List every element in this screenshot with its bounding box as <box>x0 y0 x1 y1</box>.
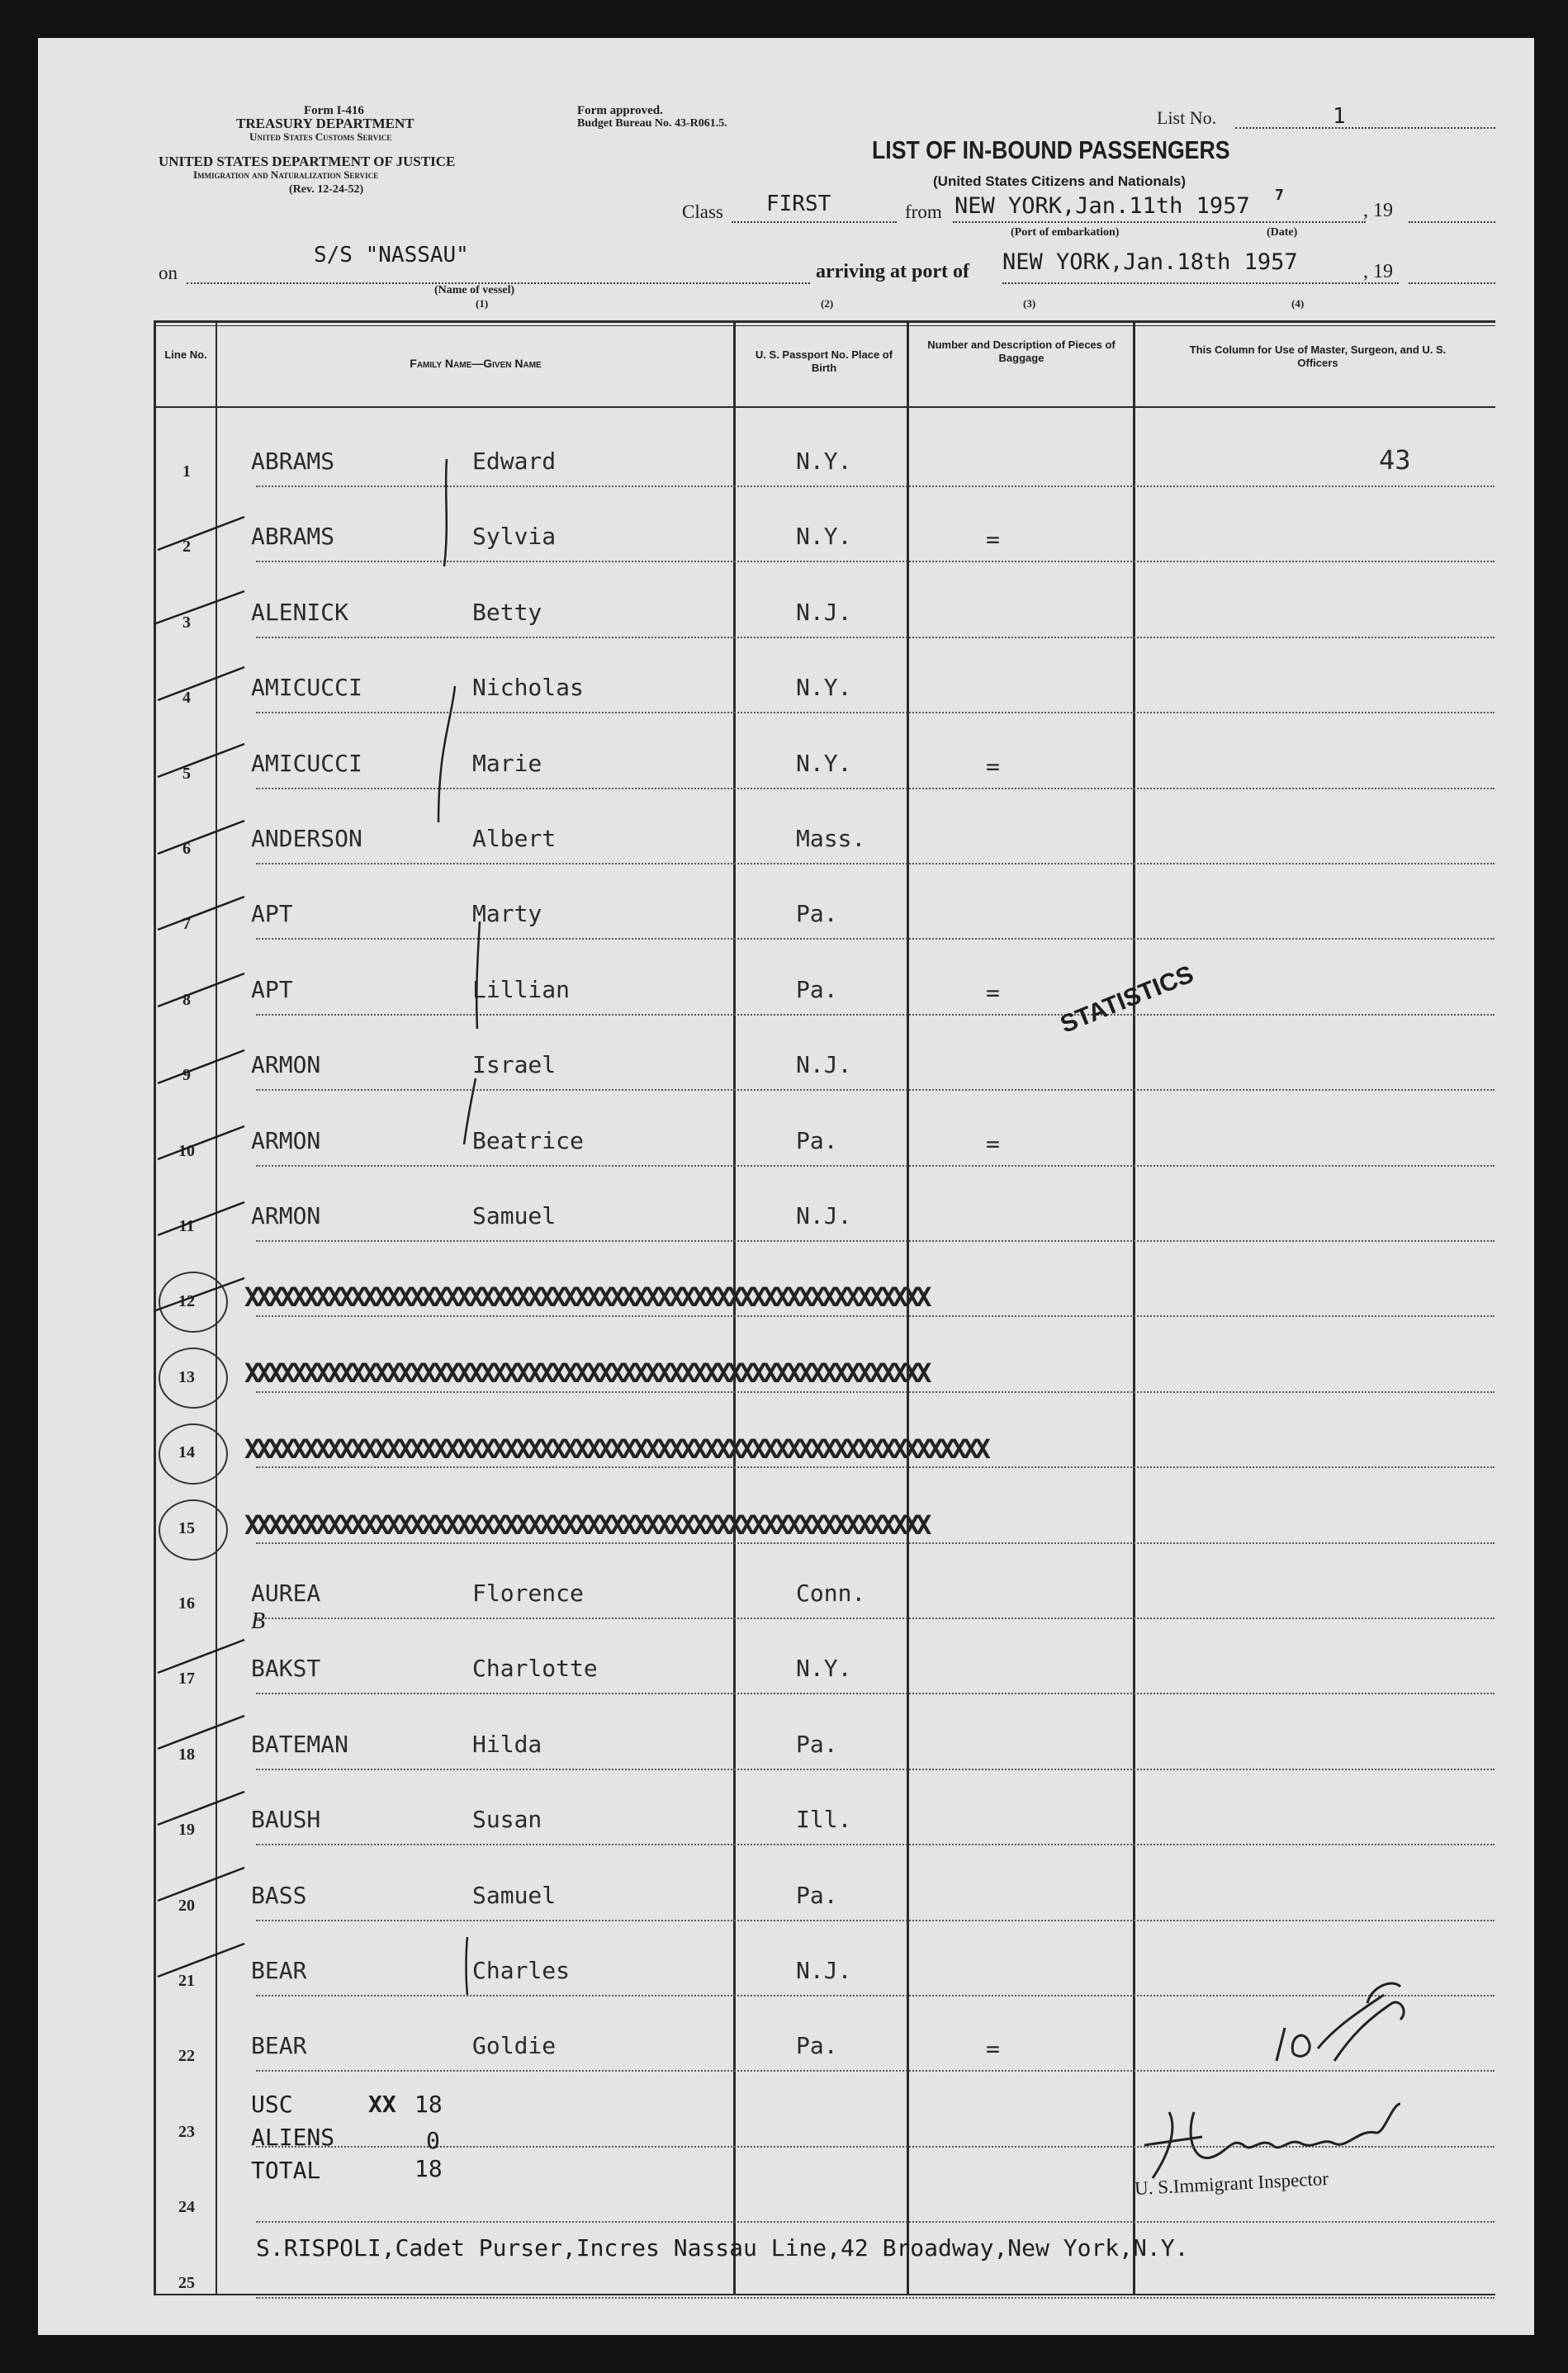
given-name: Samuel <box>472 1881 557 1909</box>
usc-struck: XX <box>368 2091 396 2118</box>
given-name: Sylvia <box>472 523 557 551</box>
family-name: ARMON <box>251 1202 321 1229</box>
col-header-officers: This Column for Use of Master, Surgeon, and U. S. Officers <box>1189 343 1447 369</box>
form-approved: Form approved. <box>577 104 663 117</box>
line-number: 16 <box>178 1594 195 1613</box>
table-top-border <box>154 320 1495 323</box>
line-number: 22 <box>178 2047 195 2066</box>
baggage-count: = <box>986 1130 1000 1158</box>
col3-num: (3) <box>1023 297 1036 310</box>
officer-note: 43 <box>1379 444 1411 476</box>
given-name: Goldie <box>472 2032 557 2060</box>
arriving-line <box>1002 282 1399 284</box>
family-name: ARMON <box>251 1126 321 1154</box>
bakst-correction: B <box>251 1608 266 1634</box>
family-name: ANDERSON <box>251 825 362 852</box>
baggage-count: = <box>986 2035 1000 2063</box>
revision: (Rev. 12-24-52) <box>289 183 364 196</box>
line-number: 7 <box>182 915 191 934</box>
baggage-count: = <box>986 526 1000 554</box>
place-of-birth: N.J. <box>796 1957 852 1984</box>
statistics-stamp: STATISTICS <box>1056 960 1198 1039</box>
line-number: 18 <box>178 1745 195 1764</box>
baggage-count: = <box>986 978 1000 1007</box>
given-name: Charlotte <box>472 1655 598 1683</box>
aliens-value: 0 <box>426 2127 440 2154</box>
usc-label: USC <box>251 2091 293 2118</box>
col-header-passport: U. S. Passport No. Place of Birth <box>755 348 893 374</box>
line-number: 3 <box>182 613 191 632</box>
family-name: ALENICK <box>251 598 349 626</box>
given-name: Hilda <box>472 1730 542 1758</box>
class-value: FIRST <box>766 192 831 216</box>
col-header-line: Line No. <box>164 348 207 361</box>
place-of-birth: N.J. <box>796 598 852 626</box>
line-number: 13 <box>178 1367 195 1386</box>
place-of-birth: N.Y. <box>796 448 852 475</box>
table-bottom-border <box>154 2294 1495 2295</box>
date-caption: (Date) <box>1267 226 1298 239</box>
port-caption: (Port of embarkation) <box>1011 226 1120 239</box>
place-of-birth: Pa. <box>796 975 838 1003</box>
family-name: BASS <box>251 1881 307 1909</box>
given-name: Albert <box>472 825 557 852</box>
margin-pencil-marks <box>121 401 500 2020</box>
row-divider <box>256 2297 1495 2299</box>
family-name: AMICUCCI <box>251 749 362 777</box>
vessel-col-num: (1) <box>476 297 489 310</box>
family-name: APT <box>251 975 293 1003</box>
purser-signature-line: S.RISPOLI,Cadet Purser,Incres Nassau Line,42 Broadway,New York,N.Y. <box>256 2234 1189 2262</box>
given-name: Florence <box>472 1580 584 1607</box>
justice-dept: UNITED STATES DEPARTMENT OF JUSTICE <box>159 154 456 169</box>
line-number: 1 <box>182 462 191 481</box>
year-line-2 <box>1409 282 1495 284</box>
line-number: 23 <box>178 2122 195 2141</box>
baggage-col-divider <box>1133 320 1135 2295</box>
line-number: 9 <box>182 1066 191 1085</box>
vessel-value: S/S "NASSAU" <box>314 243 469 268</box>
line-number: 21 <box>178 1972 195 1990</box>
place-of-birth: Pa. <box>796 1730 838 1758</box>
budget-bureau: Budget Bureau No. 43-R061.5. <box>577 117 727 130</box>
struck-row-14: XXXXXXXXXXXXXXXXXXXXXXXXXXXXXXXXXXXXXXXXXXXXXXXXXXXXXXXXXXXXXXX <box>244 1433 987 1465</box>
given-name: Beatrice <box>472 1126 584 1154</box>
family-name: ABRAMS <box>251 523 335 551</box>
arriving-label: arriving at port of <box>816 261 969 282</box>
inspector-label: U. S.Immigrant Inspector <box>1134 2167 1329 2200</box>
vessel-caption: (Name of vessel) <box>434 284 515 296</box>
from-line <box>953 221 1366 223</box>
document-subtitle: (United States Citizens and Nationals) <box>933 173 1187 189</box>
arriving-value: NEW YORK,Jan.18th 1957 <box>1002 249 1298 275</box>
total-value: 18 <box>415 2155 443 2182</box>
given-name: Charles <box>472 1957 571 1984</box>
class-line <box>732 221 897 223</box>
initials-mark <box>1268 1970 1450 2077</box>
row-divider <box>256 2221 1495 2223</box>
place-of-birth: N.J. <box>796 1051 852 1079</box>
place-of-birth: Conn. <box>796 1580 866 1607</box>
manifest-page <box>38 38 1534 2335</box>
class-label: Class <box>682 201 723 222</box>
line-number: 19 <box>178 1821 195 1840</box>
from-value: NEW YORK,Jan.11th 1957 <box>955 193 1250 219</box>
given-name: Marie <box>472 749 542 777</box>
line-number: 4 <box>182 689 191 708</box>
given-name: Nicholas <box>472 674 584 702</box>
given-name: Susan <box>472 1806 542 1834</box>
line-number: 17 <box>178 1670 195 1689</box>
year-suffix-1: , 19 <box>1363 200 1393 221</box>
given-name: Edward <box>472 448 557 475</box>
family-name: BEAR <box>251 1957 307 1984</box>
usc-value: 18 <box>415 2091 443 2118</box>
given-name: Betty <box>472 598 542 626</box>
line-number: 14 <box>178 1443 195 1462</box>
line-number: 2 <box>182 538 191 557</box>
ins-service: Immigration and Naturalization Service <box>193 168 379 181</box>
struck-row-15: XXXXXXXXXXXXXXXXXXXXXXXXXXXXXXXXXXXXXXXXXXXXXXXXXXXXXXXXXX <box>244 1509 928 1541</box>
family-name: BAKST <box>251 1655 321 1683</box>
place-of-birth: Ill. <box>796 1806 852 1834</box>
line-number: 20 <box>178 1896 195 1915</box>
given-name: Israel <box>472 1051 557 1079</box>
family-name: AUREA <box>251 1580 321 1607</box>
list-no-value: 1 <box>1333 104 1346 129</box>
struck-row-12: XXXXXXXXXXXXXXXXXXXXXXXXXXXXXXXXXXXXXXXXXXXXXXXXXXXXXXXXXX <box>244 1281 928 1313</box>
customs-service: United States Customs Service <box>249 130 392 143</box>
given-name: Samuel <box>472 1202 557 1229</box>
family-name: ARMON <box>251 1051 321 1079</box>
family-name: AMICUCCI <box>251 674 362 702</box>
total-label: TOTAL <box>251 2157 321 2184</box>
aliens-label: ALIENS <box>251 2124 335 2151</box>
place-of-birth: Pa. <box>796 900 838 928</box>
from-label: from <box>905 201 942 222</box>
on-label: on <box>159 263 178 283</box>
given-name: Marty <box>472 900 542 928</box>
family-name: BAUSH <box>251 1806 321 1834</box>
place-of-birth: N.Y. <box>796 674 852 702</box>
place-of-birth: N.Y. <box>796 749 852 777</box>
line-number: 25 <box>178 2273 195 2292</box>
year-suffix-2: , 19 <box>1363 261 1393 282</box>
baggage-count: = <box>986 752 1000 780</box>
col-header-name: Family Name—Given Name <box>410 357 542 370</box>
line-number: 12 <box>178 1292 195 1311</box>
col-header-baggage: Number and Description of Pieces of Baggage <box>927 339 1116 364</box>
place-of-birth: Pa. <box>796 2032 838 2060</box>
place-of-birth: Mass. <box>796 825 866 852</box>
place-of-birth: N.J. <box>796 1202 852 1229</box>
given-name: Lillian <box>472 975 571 1003</box>
col4-num: (4) <box>1291 297 1305 310</box>
family-name: ABRAMS <box>251 448 335 475</box>
document-title: LIST OF IN-BOUND PASSENGERS <box>872 135 1230 164</box>
family-name: APT <box>251 900 293 928</box>
family-name: BEAR <box>251 2032 307 2060</box>
place-of-birth: N.Y. <box>796 523 852 551</box>
line-number: 8 <box>182 990 191 1009</box>
year-correction: 7 <box>1275 187 1284 204</box>
line-number: 11 <box>178 1217 195 1235</box>
family-name: BATEMAN <box>251 1730 349 1758</box>
form-number: Form I-416 <box>304 104 364 117</box>
treasury-dept: TREASURY DEPARTMENT <box>236 116 415 131</box>
list-no-label: List No. <box>1157 107 1217 128</box>
struck-row-13: XXXXXXXXXXXXXXXXXXXXXXXXXXXXXXXXXXXXXXXXXXXXXXXXXXXXXXXXXX <box>244 1357 928 1389</box>
place-of-birth: Pa. <box>796 1881 838 1909</box>
line-number: 10 <box>178 1141 195 1160</box>
col2-num: (2) <box>821 297 834 310</box>
place-of-birth: N.Y. <box>796 1655 852 1683</box>
line-number: 5 <box>182 764 191 783</box>
line-number: 24 <box>178 2198 195 2217</box>
line-number: 15 <box>178 1518 195 1537</box>
year-line-1 <box>1409 221 1495 223</box>
list-no-line <box>1235 127 1495 129</box>
place-of-birth: Pa. <box>796 1126 838 1154</box>
line-number: 6 <box>182 840 191 858</box>
